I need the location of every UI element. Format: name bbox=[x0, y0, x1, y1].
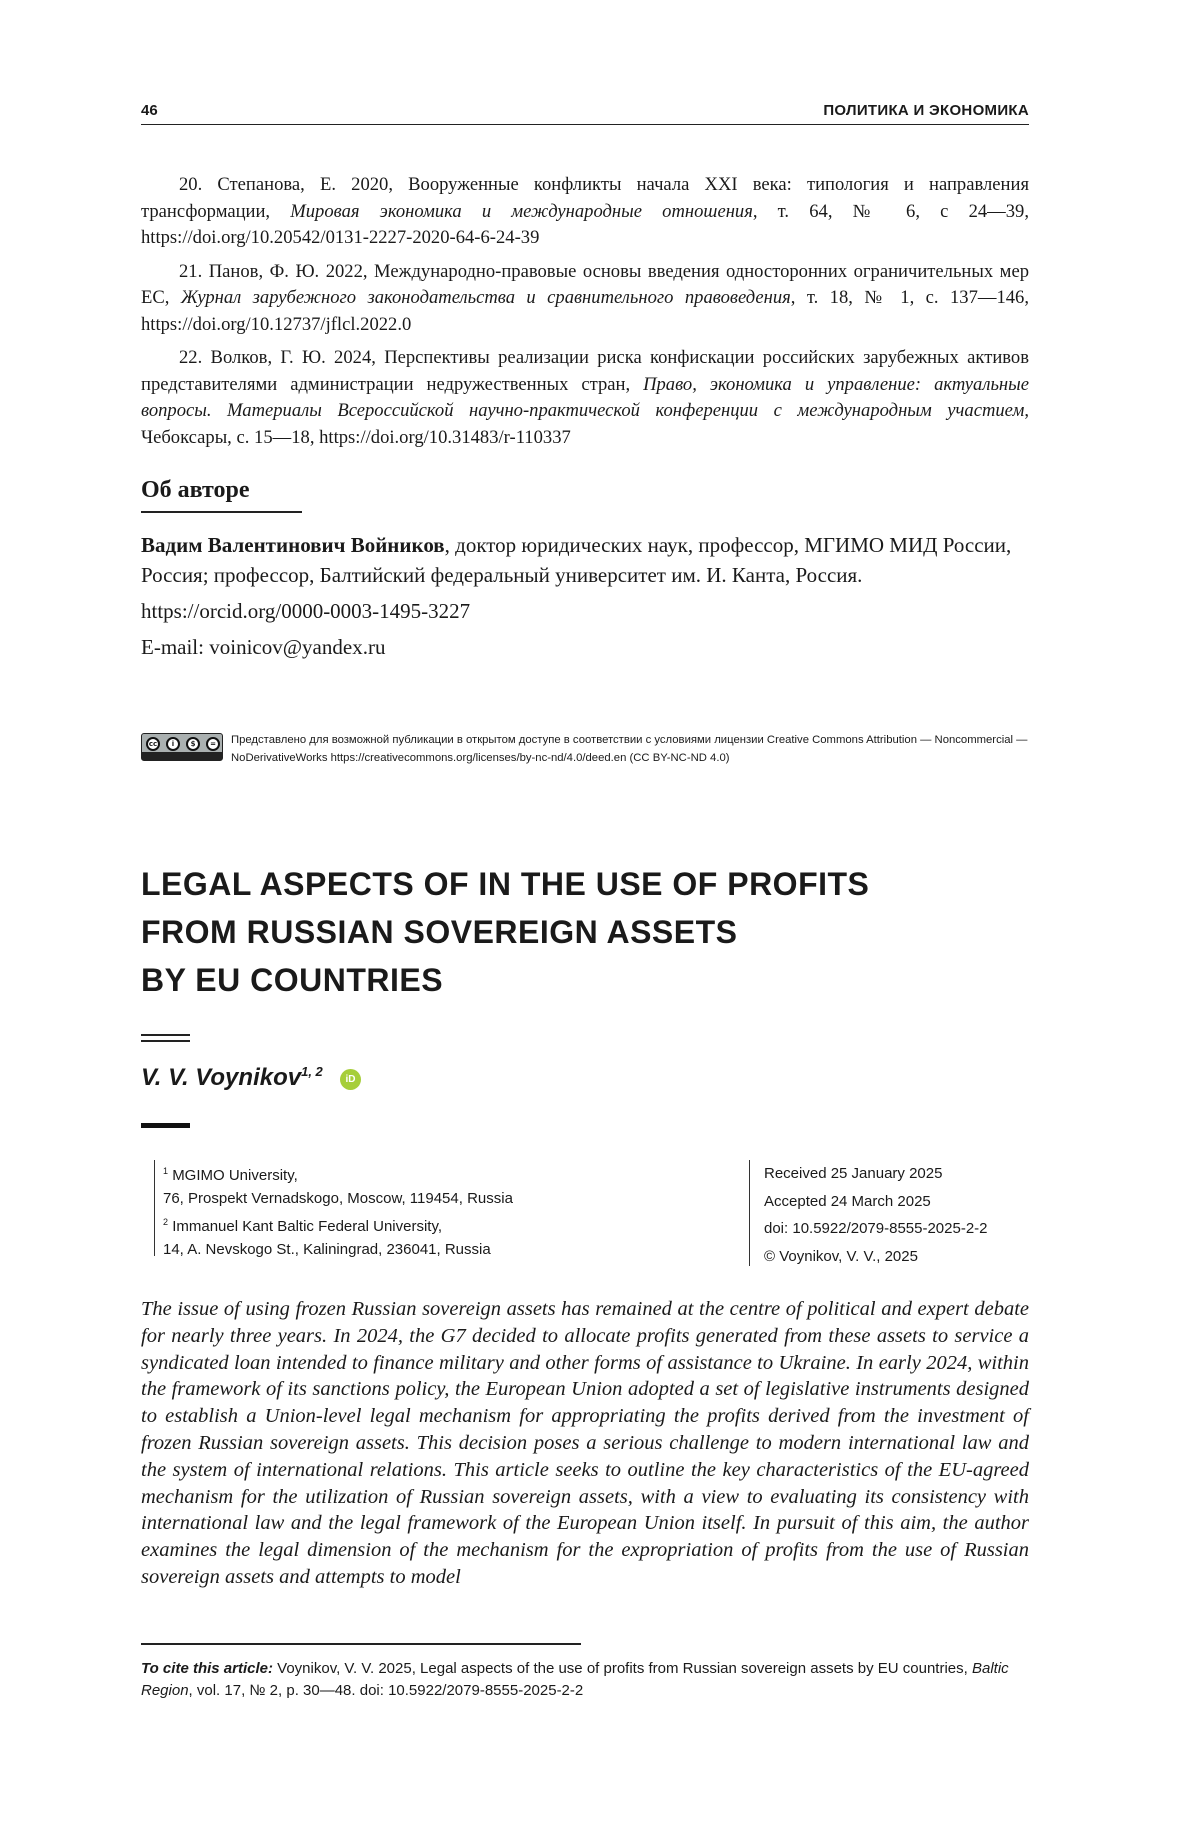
reference-item: 22. Волков, Г. Ю. 2024, Перспективы реализации риска конфискации российских зарубежных активов представителями администрации недружественных стран, Право, экономика и управление: актуальные вопросы. Материалы Всероссийской научно-практической конференции с международным участием, Чебоксары, с. 15—18, https://doi.org/10.31483/r-110337 bbox=[141, 345, 1029, 451]
by-icon: i bbox=[166, 737, 180, 751]
reference-list bbox=[141, 172, 1029, 458]
author-orcid-link[interactable]: https://orcid.org/0000-0003-1495-3227 bbox=[141, 596, 1029, 626]
running-header bbox=[141, 102, 1029, 124]
abstract: The issue of using frozen Russian sovereign assets has remained at the centre of political and expert debate for nearly three years. In 2024, the G7 decided to allocate profits generated from these assets to service a syndicated loan intended to finance military and other forms of assistance to Ukraine. In early 2024, within the framework of its sanctions policy, the European Union adopted a set of legislative instruments designed to establish a Union-level legal mechanism for appropriating the profits derived from the investment of frozen Russian sovereign assets. This decision poses a serious challenge to modern international law and the system of international relations. This article seeks to outline the key characteristics of the EU-agreed mechanism for the utilization of Russian sovereign assets, with a view to evaluating its consistency with international law and the legal framework of the European Union itself. In pursuit of this aim, the author examines the legal dimension of the mechanism for the expropriation of profits from the use of Russian sovereign assets and attempts to model bbox=[141, 1296, 1029, 1591]
title-divider bbox=[141, 1034, 190, 1036]
author-email[interactable]: E-mail: voinicov@yandex.ru bbox=[141, 632, 1029, 662]
affiliations bbox=[154, 1160, 575, 1256]
cc-license-badge bbox=[141, 733, 223, 761]
license-block bbox=[141, 731, 1029, 767]
accepted-date: Accepted 24 March 2025 bbox=[764, 1188, 988, 1216]
header-rule bbox=[141, 124, 1029, 125]
about-author-heading: Об авторе bbox=[141, 477, 250, 504]
section-title: ПОЛИТИКА И ЭКОНОМИКА bbox=[823, 102, 1029, 119]
affiliation-item: 2 Immanuel Kant Baltic Federal University, 14, A. Nevskogo St., Kaliningrad, 236041, Russia bbox=[163, 1211, 513, 1261]
license-text: Представлено для возможной публикации в открытом доступе в соответствии с условиями лицензии Creative Commons Attribution — Noncommercial — NoDerivativeWorks https://creativecommons.org/licenses/by-nc-nd/4.0/deed.en (CC BY-NC-ND 4.0) bbox=[231, 731, 1031, 767]
cc-icon: cc bbox=[146, 737, 160, 751]
page-number: 46 bbox=[141, 102, 158, 119]
received-date: Received 25 January 2025 bbox=[764, 1160, 988, 1188]
about-heading-rule bbox=[141, 511, 302, 513]
article-dates bbox=[749, 1160, 1030, 1266]
citation: To cite this article: Voynikov, V. V. 2025, Legal aspects of the use of profits from Russian sovereign assets by EU countries, Baltic Region, vol. 17, № 2, p. 30—48. doi: 10.5922/2079-8555-2025-2-2 bbox=[141, 1658, 1029, 1702]
page bbox=[0, 0, 1200, 1835]
article-title: LEGAL ASPECTS OF IN THE USE OF PROFITS FROM RUSSIAN SOVEREIGN ASSETS BY EU COUNTRIES bbox=[141, 860, 1029, 1004]
doi[interactable]: doi: 10.5922/2079-8555-2025-2-2 bbox=[764, 1215, 988, 1243]
reference-item: 20. Степанова, Е. 2020, Вооруженные конфликты начала XXI века: типология и направления трансформации, Мировая экономика и международные отношения, т. 64, № 6, с 24—39, https://doi.org/10.20542/0131-2227-2020-64-6-24-39 bbox=[141, 172, 1029, 252]
nc-icon: $ bbox=[186, 737, 200, 751]
nd-icon: = bbox=[206, 737, 220, 751]
title-divider bbox=[141, 1040, 190, 1042]
affiliation-item: 1 MGIMO University, 76, Prospekt Vernadskogo, Moscow, 119454, Russia bbox=[163, 1160, 513, 1210]
author-rule bbox=[141, 1123, 190, 1128]
article-author: V. V. Voynikov1, 2 bbox=[141, 1064, 323, 1092]
author-bio: Вадим Валентинович Войников, доктор юридических наук, профессор, МГИМО МИД России, Россия; профессор, Балтийский федеральный университет им. И. Канта, Россия. bbox=[141, 530, 1029, 590]
reference-item: 21. Панов, Ф. Ю. 2022, Международно-правовые основы введения односторонних ограничительных мер ЕС, Журнал зарубежного законодательства и сравнительного правоведения, т. 18, № 1, с. 137—146, https://doi.org/10.12737/jflcl.2022.0 bbox=[141, 259, 1029, 339]
about-author bbox=[141, 530, 1029, 668]
copyright: © Voynikov, V. V., 2025 bbox=[764, 1243, 988, 1271]
orcid-icon[interactable]: iD bbox=[340, 1069, 361, 1090]
footnote-rule bbox=[141, 1643, 581, 1645]
